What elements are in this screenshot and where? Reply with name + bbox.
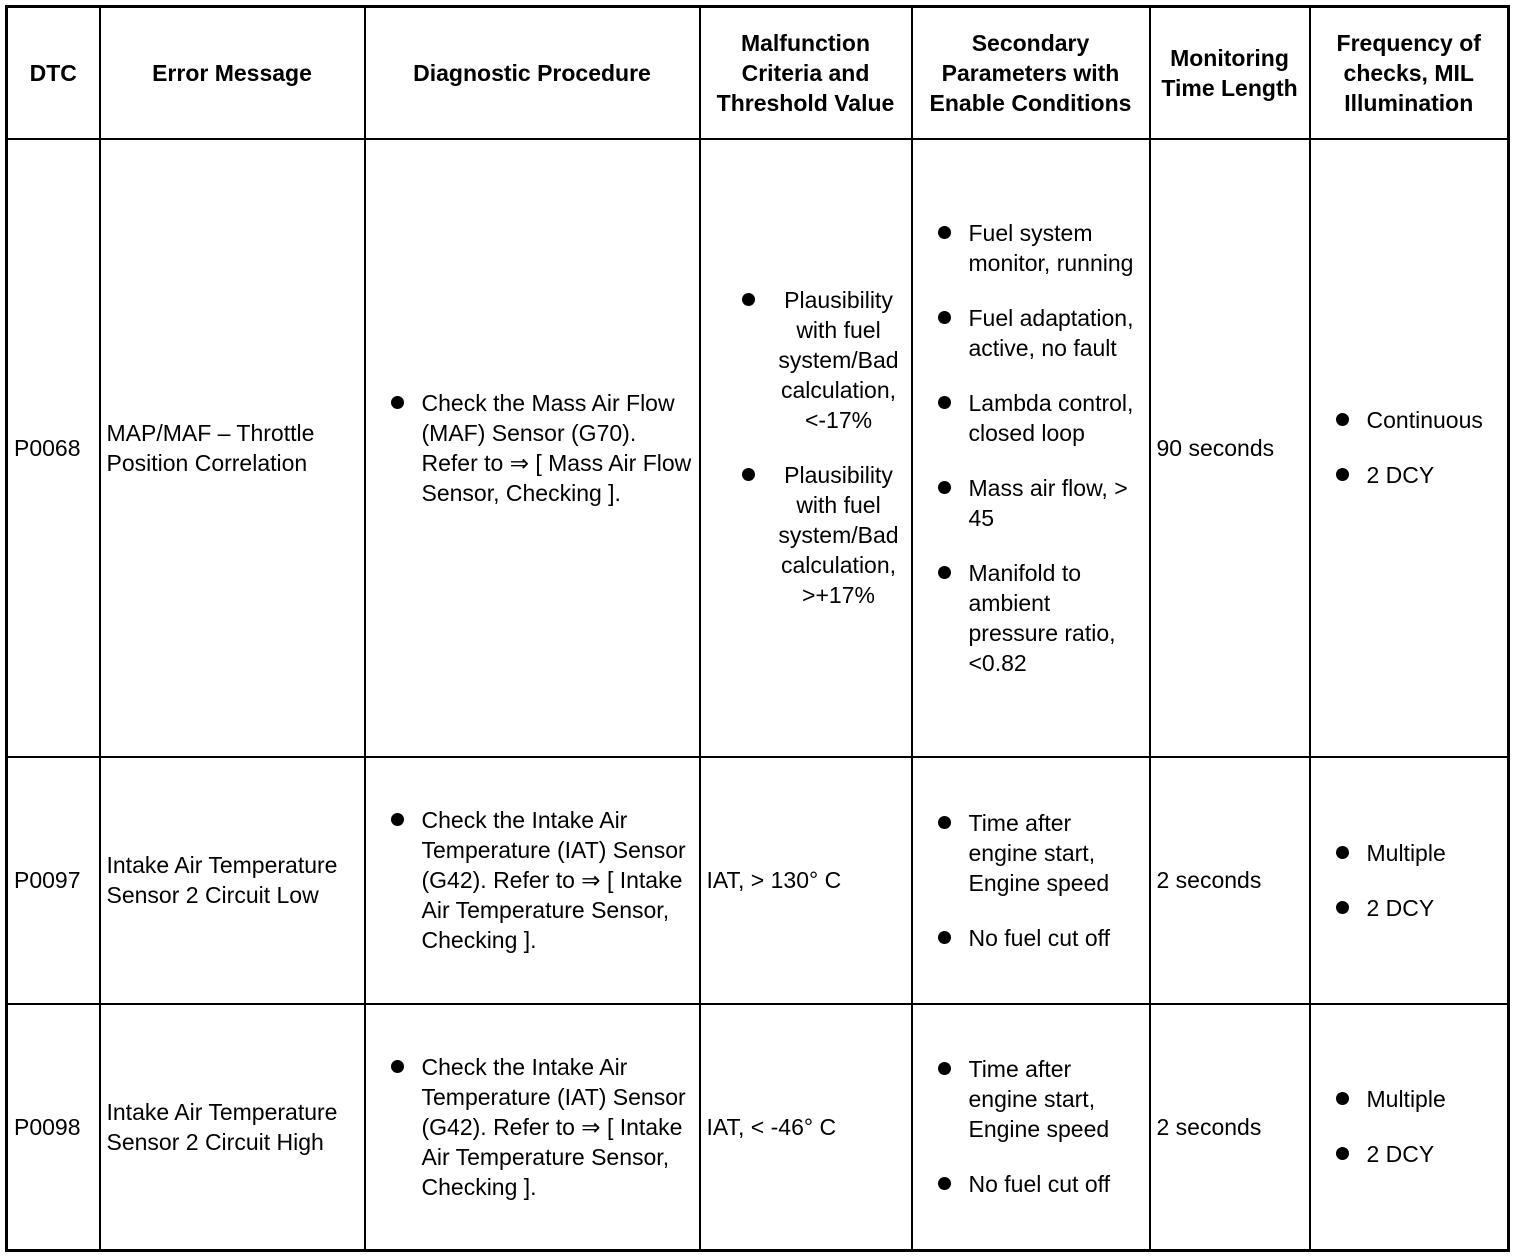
frequency-mil bbox=[1310, 1004, 1509, 1251]
bullet-icon bbox=[391, 1060, 404, 1073]
list-item: Lambda control, closed loop bbox=[935, 388, 1143, 448]
list-item: 2 DCY bbox=[1333, 1139, 1502, 1169]
malfunction-criteria: IAT, < -46° C bbox=[700, 1004, 912, 1251]
bullet-icon bbox=[391, 813, 404, 826]
bullet-icon bbox=[391, 396, 404, 409]
dtc-table bbox=[5, 5, 1510, 1252]
header-error-message: Error Message bbox=[100, 7, 365, 139]
list-item: Fuel adaptation, active, no fault bbox=[935, 303, 1143, 363]
list-item: Plausibility with fuel system/Bad calculation, <-17% bbox=[739, 285, 905, 435]
error-message: Intake Air Temperature Sensor 2 Circuit Low bbox=[100, 757, 365, 1004]
bullet-icon bbox=[938, 816, 951, 829]
header-frequency: Frequency of checks, MIL Illumination bbox=[1310, 7, 1509, 139]
list-item: Time after engine start, Engine speed bbox=[935, 808, 1143, 898]
header-monitoring-time: Monitoring Time Length bbox=[1150, 7, 1310, 139]
list-item: Fuel system monitor, running bbox=[935, 218, 1143, 278]
bullet-icon bbox=[1336, 846, 1349, 859]
list-item: Plausibility with fuel system/Bad calculation, >+17% bbox=[739, 460, 905, 610]
bullet-icon bbox=[938, 311, 951, 324]
list-item: Check the Mass Air Flow (MAF) Sensor (G70). Refer to ⇒ [ Mass Air Flow Sensor, Checking ]. bbox=[388, 388, 695, 508]
list-item: No fuel cut off bbox=[935, 1169, 1143, 1199]
bullet-icon bbox=[1336, 901, 1349, 914]
bullet-icon bbox=[1336, 413, 1349, 426]
frequency-mil bbox=[1310, 139, 1509, 757]
list-item: Check the Intake Air Temperature (IAT) Sensor (G42). Refer to ⇒ [ Intake Air Temperature Sensor, Checking ]. bbox=[388, 1052, 695, 1202]
list-item: Continuous bbox=[1333, 405, 1502, 435]
list-item: Multiple bbox=[1333, 838, 1502, 868]
table-row bbox=[7, 1004, 1509, 1251]
header-diagnostic-procedure: Diagnostic Procedure bbox=[365, 7, 700, 139]
list-item: Mass air flow, > 45 bbox=[935, 473, 1143, 533]
error-message: MAP/MAF – Throttle Position Correlation bbox=[100, 139, 365, 757]
monitoring-time: 2 seconds bbox=[1150, 757, 1310, 1004]
bullet-icon bbox=[1336, 468, 1349, 481]
diagnostic-procedure bbox=[365, 757, 700, 1004]
bullet-icon bbox=[938, 1177, 951, 1190]
list-item: Time after engine start, Engine speed bbox=[935, 1054, 1143, 1144]
list-item: Check the Intake Air Temperature (IAT) Sensor (G42). Refer to ⇒ [ Intake Air Temperature Sensor, Checking ]. bbox=[388, 805, 695, 955]
secondary-parameters bbox=[912, 1004, 1150, 1251]
dtc-code: P0097 bbox=[7, 757, 100, 1004]
header-malfunction-criteria: Malfunction Criteria and Threshold Value bbox=[700, 7, 912, 139]
bullet-icon bbox=[742, 468, 755, 481]
bullet-icon bbox=[938, 396, 951, 409]
table-row bbox=[7, 757, 1509, 1004]
header-secondary-parameters: Secondary Parameters with Enable Conditions bbox=[912, 7, 1150, 139]
list-item: No fuel cut off bbox=[935, 923, 1143, 953]
frequency-mil bbox=[1310, 757, 1509, 1004]
malfunction-criteria: IAT, > 130° C bbox=[700, 757, 912, 1004]
dtc-code: P0068 bbox=[7, 139, 100, 757]
dtc-code: P0098 bbox=[7, 1004, 100, 1251]
diagnostic-procedure bbox=[365, 139, 700, 757]
secondary-parameters bbox=[912, 139, 1150, 757]
error-message: Intake Air Temperature Sensor 2 Circuit High bbox=[100, 1004, 365, 1251]
header-dtc: DTC bbox=[7, 7, 100, 139]
malfunction-criteria bbox=[700, 139, 912, 757]
list-item: 2 DCY bbox=[1333, 460, 1502, 490]
bullet-icon bbox=[742, 293, 755, 306]
bullet-icon bbox=[938, 226, 951, 239]
bullet-icon bbox=[938, 931, 951, 944]
monitoring-time: 90 seconds bbox=[1150, 139, 1310, 757]
table-row bbox=[7, 139, 1509, 757]
header-row bbox=[7, 7, 1509, 139]
list-item: Manifold to ambient pressure ratio, <0.82 bbox=[935, 558, 1143, 678]
bullet-icon bbox=[938, 1062, 951, 1075]
bullet-icon bbox=[938, 566, 951, 579]
bullet-icon bbox=[1336, 1147, 1349, 1160]
list-item: Multiple bbox=[1333, 1084, 1502, 1114]
bullet-icon bbox=[1336, 1092, 1349, 1105]
secondary-parameters bbox=[912, 757, 1150, 1004]
diagnostic-procedure bbox=[365, 1004, 700, 1251]
monitoring-time: 2 seconds bbox=[1150, 1004, 1310, 1251]
list-item: 2 DCY bbox=[1333, 893, 1502, 923]
bullet-icon bbox=[938, 481, 951, 494]
